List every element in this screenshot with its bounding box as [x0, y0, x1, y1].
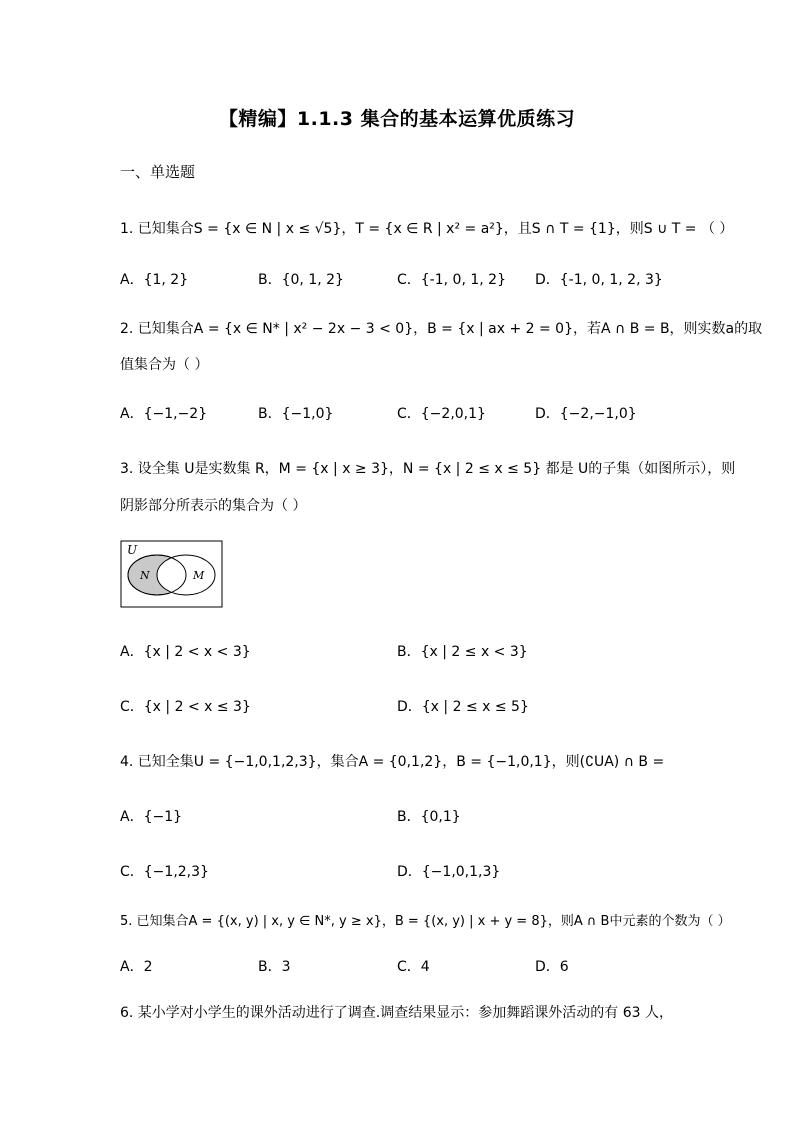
question-2-option-c[interactable]: C．{−2,0,1} [397, 406, 486, 422]
section-heading: 一、单选题 [120, 163, 196, 181]
question-4-option-c[interactable]: C．{−1,2,3} [120, 864, 209, 880]
venn-label-n: N [140, 569, 150, 582]
question-3-option-d[interactable]: D．{x | 2 ≤ x ≤ 5} [397, 699, 529, 715]
question-5-option-a[interactable]: A．2 [120, 959, 153, 975]
question-6-stem: 6. 某小学对小学生的课外活动进行了调查.调查结果显示：参加舞蹈课外活动的有 63 人， [120, 1005, 673, 1021]
question-3-option-c[interactable]: C．{x | 2 < x ≤ 3} [120, 699, 251, 715]
question-1-option-b[interactable]: B．{0, 1, 2} [258, 272, 344, 288]
question-1-option-d[interactable]: D．{-1, 0, 1, 2, 3} [535, 272, 663, 288]
question-5-option-c[interactable]: C．4 [397, 959, 430, 975]
venn-diagram [120, 540, 224, 610]
question-1-stem: 1. 已知集合S = {x ∈ N | x ≤ √5}，T = {x ∈ R | x² = a²}，且S ∩ T = {1}，则S ∪ T = （ ） [120, 221, 734, 237]
question-5-option-b[interactable]: B．3 [258, 959, 291, 975]
question-1-option-a[interactable]: A．{1, 2} [120, 272, 189, 288]
question-4-option-a[interactable]: A．{−1} [120, 809, 183, 825]
question-4-option-b[interactable]: B．{0,1} [397, 809, 461, 825]
question-5-stem: 5. 已知集合A = {(x, y) | x, y ∈ N*, y ≥ x}，B = {(x, y) | x + y = 8}，则A ∩ B中元素的个数为（ ） [120, 914, 731, 929]
question-4-stem: 4. 已知全集U = {−1,0,1,2,3}，集合A = {0,1,2}，B = {−1,0,1}，则(∁UA) ∩ B = [120, 754, 665, 770]
question-2-option-d[interactable]: D．{−2,−1,0} [535, 406, 637, 422]
question-5-option-d[interactable]: D．6 [535, 959, 569, 975]
question-2-stem-line-1: 2. 已知集合A = {x ∈ N* | x² − 2x − 3 < 0}，B = {x | ax + 2 = 0}，若A ∩ B = B，则实数a的取 [120, 321, 763, 337]
question-1-option-c[interactable]: C．{-1, 0, 1, 2} [397, 272, 506, 288]
page-title: 【精编】1.1.3 集合的基本运算优质练习 [218, 108, 576, 130]
question-3-option-b[interactable]: B．{x | 2 ≤ x < 3} [397, 644, 528, 660]
venn-label-u: U [127, 543, 138, 557]
venn-label-m: M [193, 569, 205, 582]
question-2-option-b[interactable]: B．{−1,0} [258, 406, 334, 422]
question-4-option-d[interactable]: D．{−1,0,1,3} [397, 864, 501, 880]
question-3-stem-line-1: 3. 设全集 U是实数集 R，M = {x | x ≥ 3}，N = {x | 2 ≤ x ≤ 5} 都是 U的子集（如图所示），则 [120, 461, 736, 477]
question-3-stem-line-2: 阴影部分所表示的集合为（ ） [120, 498, 307, 514]
question-2-option-a[interactable]: A．{−1,−2} [120, 406, 208, 422]
question-2-stem-line-2: 值集合为（ ） [120, 357, 209, 373]
question-3-option-a[interactable]: A．{x | 2 < x < 3} [120, 644, 251, 660]
